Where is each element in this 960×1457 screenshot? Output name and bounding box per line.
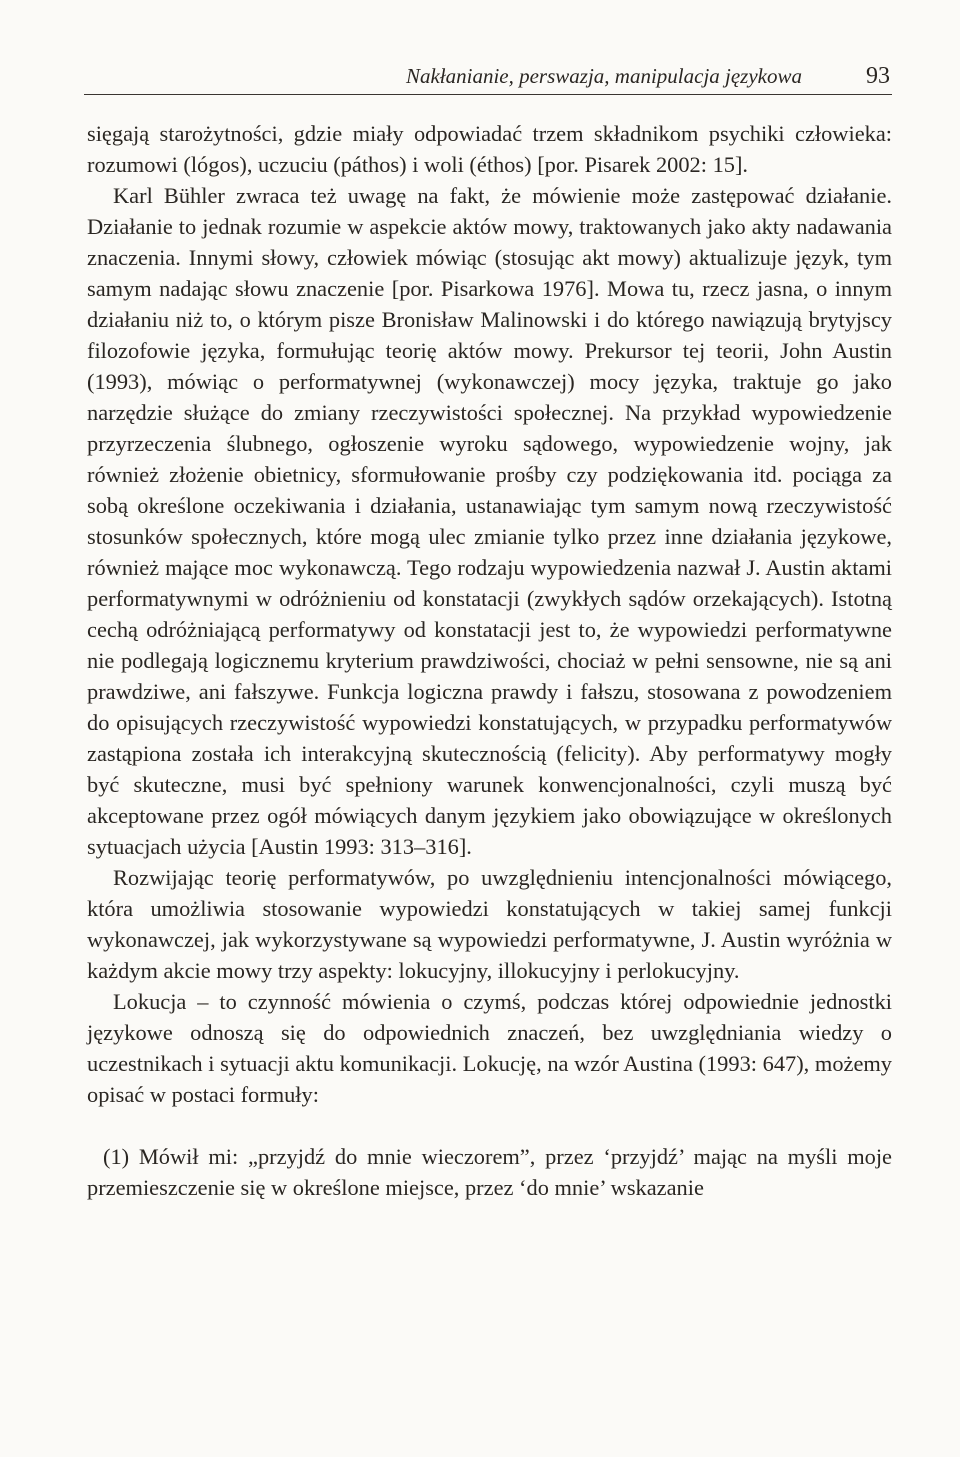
body-text <box>87 118 892 1203</box>
running-header <box>84 62 892 95</box>
page-number: 93 <box>866 63 890 89</box>
paragraph-2: Karl Bühler zwraca też uwagę na fakt, że mówienie może zastępować działanie. Działanie to jednak rozumie w aspekcie aktów mowy, traktowanych jako akty nadawania znaczenia. Innymi słowy, człowiek mówiąc (stosując akt mowy) aktualizuje język, tym samym nadając słowu znaczenie [por. Pisarkowa 1976]. Mowa tu, rzecz jasna, o innym działaniu niż to, o którym pisze Bronisław Malinowski i do którego nawiązują brytyjscy filozofowie języka, formułując teorię aktów mowy. Prekursor tej teorii, John Austin (1993), mówiąc o performatywnej (wykonawczej) mocy języka, traktuje go jako narzędzie służące do zmiany rzeczywistości społecznej. Na przykład wypowiedzenie przyrzeczenia ślubnego, ogłoszenie wyroku sądowego, wypowiedzenie wojny, jak również złożenie obietnicy, sformułowanie prośby czy podziękowania itd. pociąga za sobą określone oczekiwania i działania, ustanawiając tym samym nową rzeczywistość stosunków społecznych, które mogą ulec zmianie tylko przez inne działania językowe, również mające moc wykonawczą. Tego rodzaju wypowiedzenia nazwał J. Austin aktami performatywnymi w odróżnieniu od konstatacji (zwykłych sądów orzekających). Istotną cechą odróżniającą performatywy od konstatacji jest to, że wypowiedzi performatywne nie podlegają logicznemu kryterium prawdziwości, chociaż w pełni sensowne, nie są ani prawdziwe, ani fałszywe. Funkcja logiczna prawdy i fałszu, stosowana z powodzeniem do opisujących rzeczywistość wypowiedzi konstatujących, w przypadku performatywów zastąpiona została ich interakcyjną skutecznością (felicity). Aby performatywy mogły być skuteczne, musi być spełniony warunek konwencjonalności, czyli muszą być akceptowane przez ogół mówiących danym językiem jako obowiązujące w określonych sytuacjach użycia [Austin 1993: 313–316]. <box>87 183 892 859</box>
paragraph-4: Lokucja – to czynność mówienia o czymś, podczas której odpowiednie jednostki językowe odnoszą się do odpowiednich znaczeń, bez uwzględniania wiedzy o uczestnikach i sytuacji aktu komunikacji. Lokucję, na wzór Austina (1993: 647), możemy opisać w postaci formuły: <box>87 989 892 1107</box>
paragraph-1: sięgają starożytności, gdzie miały odpowiadać trzem składnikom psychiki człowieka: rozumowi (lógos), uczuciu (páthos) i woli (éthos) [por. Pisarek 2002: 15]. <box>87 121 892 177</box>
running-title: Nakłanianie, perswazja, manipulacja językowa <box>405 64 802 88</box>
paragraph-3: Rozwijając teorię performatywów, po uwzględnieniu intencjonalności mówiącego, która umożliwia stosowanie wypowiedzi konstatujących w takiej samej funkcji wykonawczej, jak wykorzystywane są wypowiedzi performatywne, J. Austin wyróżnia w każdym akcie mowy trzy aspekty: lokucyjny, illokucyjny i perlokucyjny. <box>87 865 892 983</box>
example-1: (1) Mówił mi: „przyjdź do mnie wieczorem”, przez ‘przyjdź’ mając na myśli moje przemieszczenie się w określone miejsce, przez ‘do mnie’ wskazanie <box>87 1144 892 1200</box>
